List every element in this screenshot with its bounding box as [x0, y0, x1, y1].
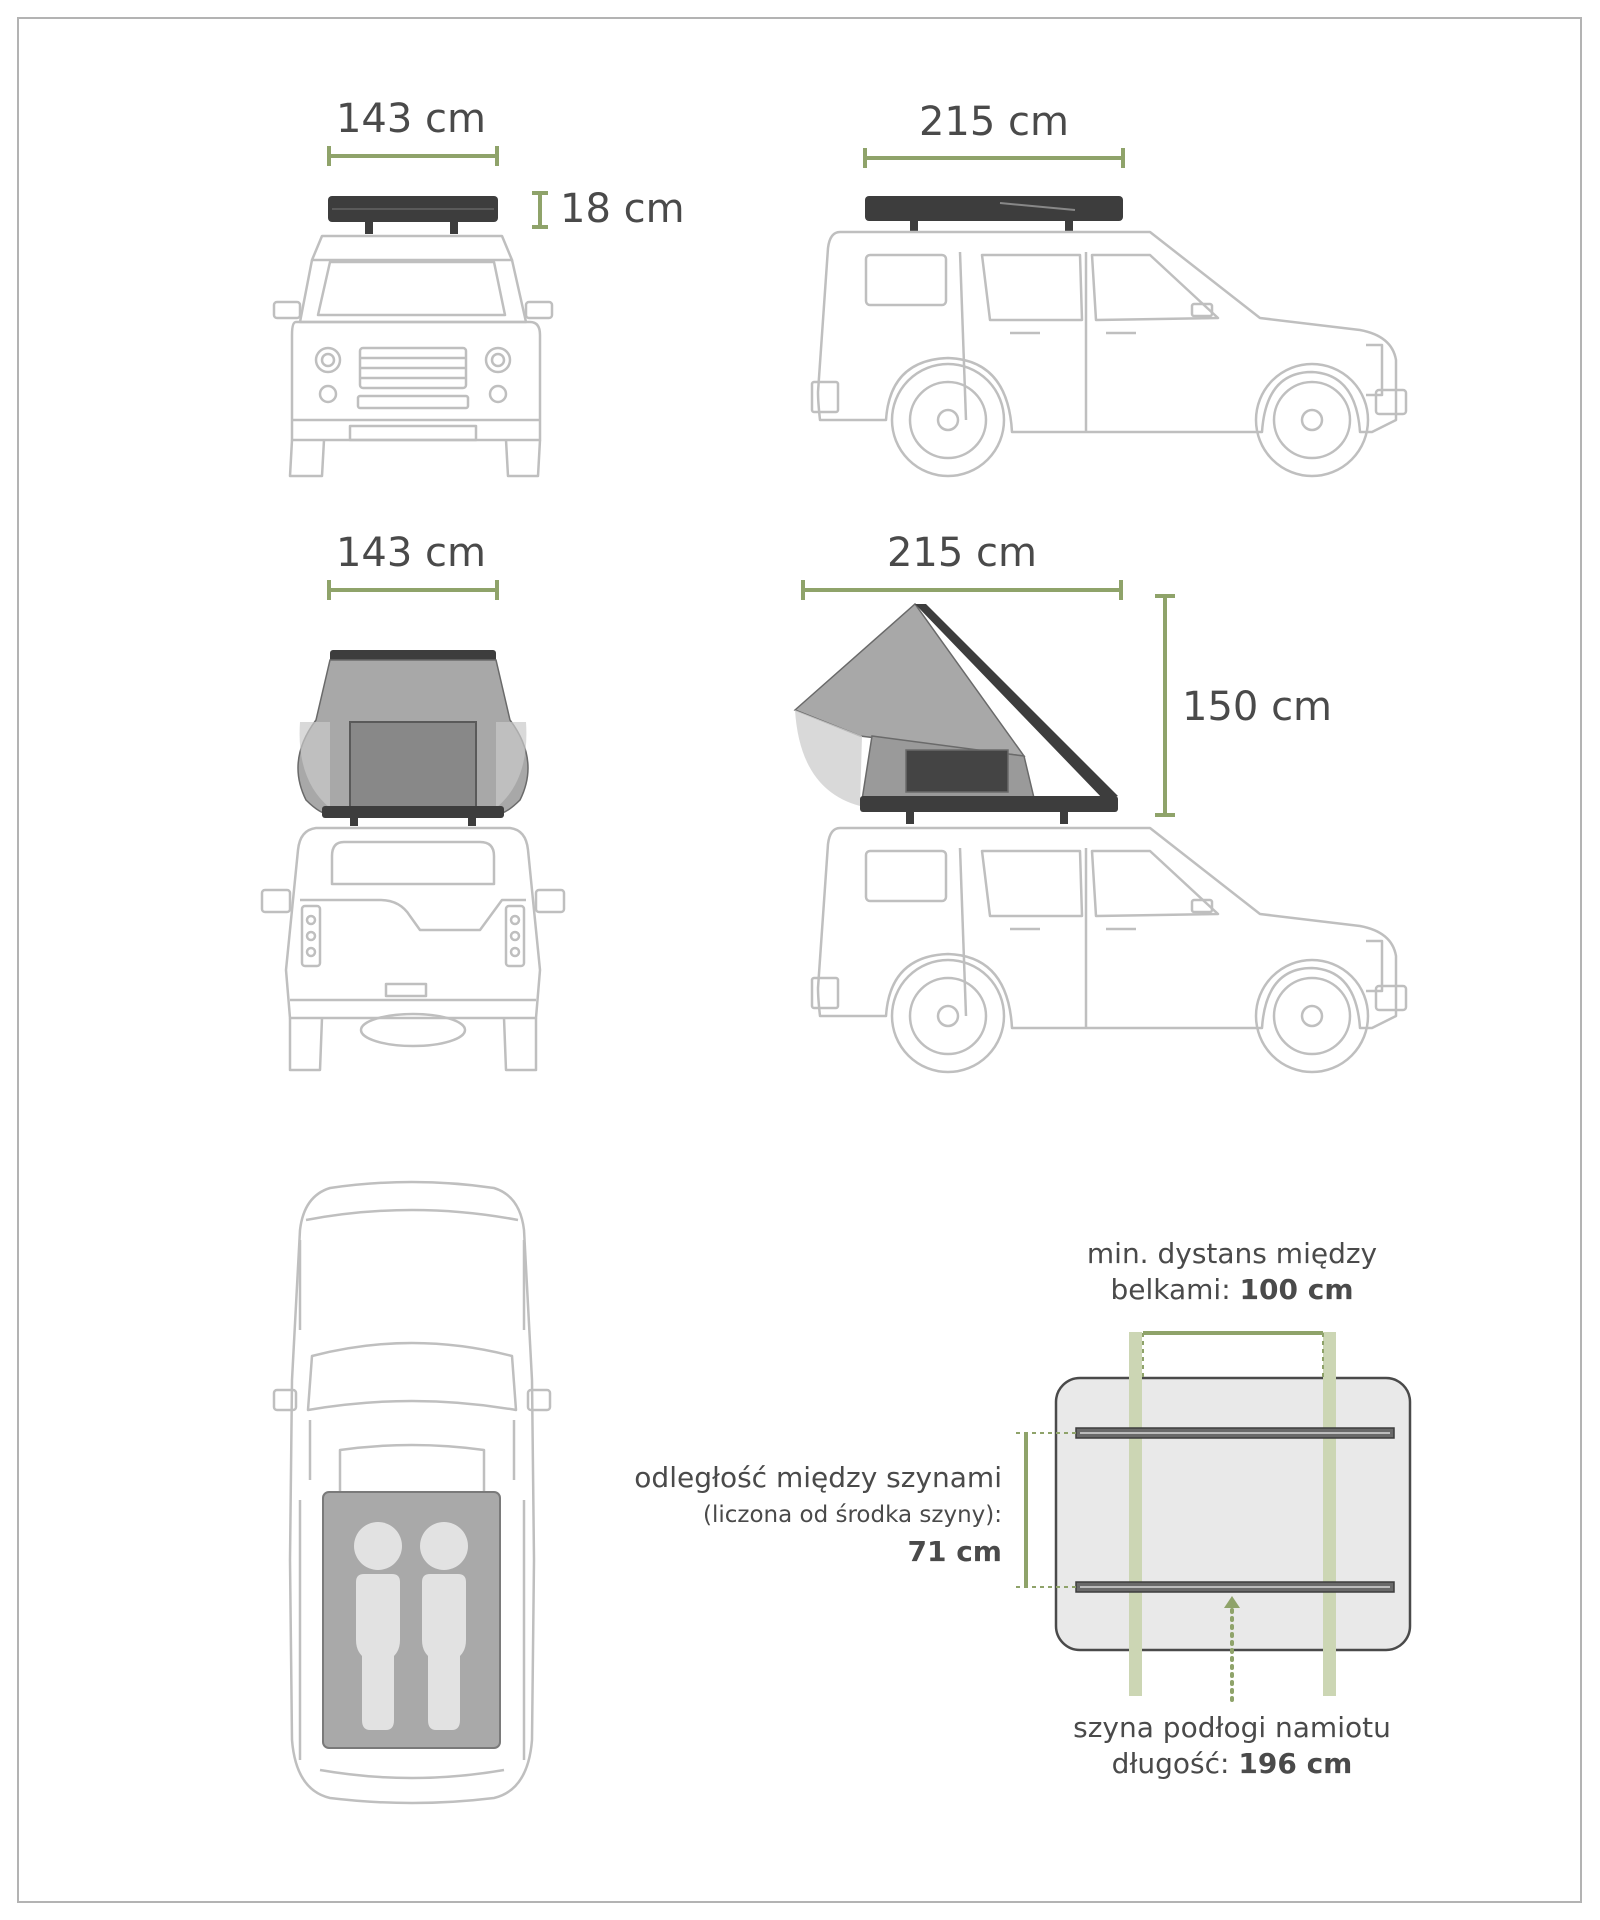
rail-spacing-value: 71 cm — [907, 1535, 1002, 1568]
front-height-label: 18 cm — [560, 186, 685, 232]
roof-tent-icon — [298, 650, 528, 826]
rail-spacing-label — [634, 1460, 1002, 1570]
floor-rail-line2: długość: 196 cm — [1111, 1747, 1353, 1780]
front-width-label: 143 cm — [335, 96, 487, 142]
floor-rail-line1: szyna podłogi namiotu — [1073, 1711, 1391, 1744]
open-height-label: 150 cm — [1182, 684, 1333, 730]
bar-distance-value: 100 cm — [1239, 1273, 1354, 1306]
rail-diagram — [1016, 1332, 1410, 1700]
tent-footprint — [323, 1492, 500, 1748]
rear-width-label: 143 cm — [335, 530, 487, 576]
roof-bar-right — [1323, 1332, 1336, 1696]
bar-distance-label — [1087, 1236, 1377, 1308]
rail-spacing-line1: odległość między szynami — [634, 1461, 1002, 1494]
bar-distance-line1: min. dystans między — [1086, 1237, 1378, 1270]
roof-bar-left — [1129, 1332, 1142, 1696]
bar-distance-line2: belkami: 100 cm — [1110, 1273, 1354, 1306]
floor-rail-value: 196 cm — [1238, 1747, 1353, 1780]
rail-spacing-line2: (liczona od środka szyny): — [702, 1502, 1002, 1528]
floor-rail-top — [1076, 1428, 1394, 1438]
floor-rail-bottom — [1076, 1582, 1394, 1592]
open-length-label: 215 cm — [886, 530, 1038, 576]
side-length-label: 215 cm — [918, 99, 1070, 145]
floor-rail-label — [1073, 1710, 1391, 1782]
